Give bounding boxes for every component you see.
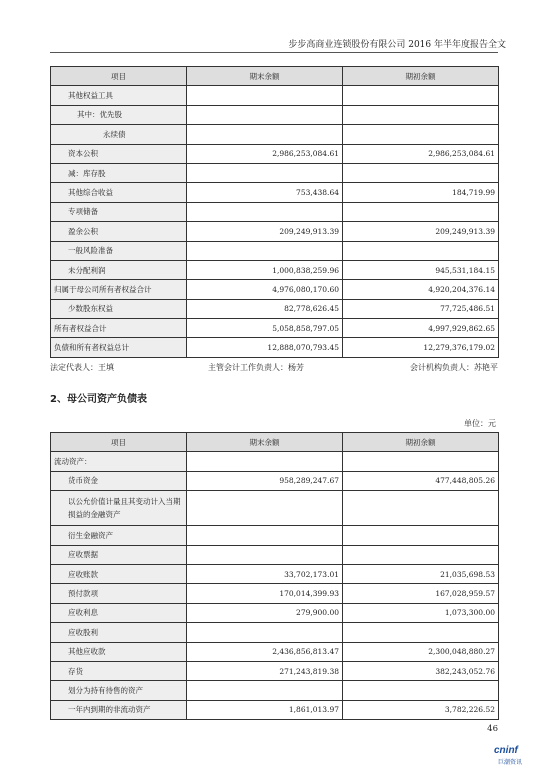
begin-balance-cell (343, 452, 499, 471)
begin-balance-cell: 2,986,253,084.61 (343, 144, 499, 163)
table-row (51, 319, 499, 338)
row-label: 永续债 (51, 125, 187, 144)
end-balance-cell (187, 105, 343, 124)
column-header-begin-balance: 期初余额 (343, 67, 499, 86)
parent-balance-sheet-table (50, 432, 499, 720)
row-label: 其中：优先股 (51, 105, 187, 124)
table-row (51, 222, 499, 241)
begin-balance-cell: 12,279,376,179.02 (343, 338, 499, 357)
row-label: 未分配利润 (51, 260, 187, 279)
end-balance-cell: 170,014,399.93 (187, 584, 343, 603)
row-label: 应收票据 (51, 545, 187, 564)
legal-representative: 法定代表人：王填 (50, 363, 114, 372)
begin-balance-cell (343, 86, 499, 105)
row-label: 划分为持有待售的资产 (51, 681, 187, 700)
row-label: 货币资金 (51, 471, 187, 490)
table-row (51, 338, 499, 357)
table-header-row (51, 433, 499, 452)
row-label: 应收股利 (51, 623, 187, 642)
begin-balance-cell: 184,719.99 (343, 183, 499, 202)
column-header-end-balance: 期末余额 (187, 433, 343, 452)
begin-balance-cell (343, 163, 499, 182)
table-row (51, 545, 499, 564)
end-balance-cell (187, 526, 343, 545)
page-number: 46 (487, 724, 498, 734)
table-row (51, 471, 499, 490)
table-row (51, 299, 499, 318)
begin-balance-cell: 382,243,052.76 (343, 661, 499, 680)
row-label: 存货 (51, 661, 187, 680)
accounting-head: 主管会计工作负责人：杨芳 (208, 363, 304, 372)
table-row (51, 125, 499, 144)
report-header-title: 步步高商业连锁股份有限公司 2016 年半年度报告全文 (288, 40, 506, 50)
equity-table (50, 66, 499, 358)
begin-balance-cell (343, 202, 499, 221)
end-balance-cell: 5,058,858,797.05 (187, 319, 343, 338)
table-row (51, 452, 499, 471)
column-header-item: 项目 (51, 67, 187, 86)
table-row (51, 280, 499, 299)
begin-balance-cell (343, 526, 499, 545)
begin-balance-cell: 477,448,805.26 (343, 471, 499, 490)
end-balance-cell (187, 545, 343, 564)
end-balance-cell: 279,900.00 (187, 603, 343, 622)
begin-balance-cell (343, 105, 499, 124)
end-balance-cell: 2,436,856,813.47 (187, 642, 343, 661)
begin-balance-cell: 167,028,959.57 (343, 584, 499, 603)
table-row (51, 86, 499, 105)
end-balance-cell: 209,249,913.39 (187, 222, 343, 241)
cninfo-logo (492, 740, 532, 770)
end-balance-cell: 12,888,070,793.45 (187, 338, 343, 357)
begin-balance-cell: 77,725,486.51 (343, 299, 499, 318)
table-row (51, 491, 499, 526)
table-row (51, 564, 499, 583)
end-balance-cell (187, 452, 343, 471)
table-row (51, 260, 499, 279)
row-label: 一般风险准备 (51, 241, 187, 260)
table-row (51, 642, 499, 661)
row-label: 其他权益工具 (51, 86, 187, 105)
begin-balance-cell: 21,035,698.53 (343, 564, 499, 583)
end-balance-cell (187, 202, 343, 221)
begin-balance-cell (343, 125, 499, 144)
table-row (51, 241, 499, 260)
table-row (51, 202, 499, 221)
begin-balance-cell: 1,073,300.00 (343, 603, 499, 622)
table-row (51, 623, 499, 642)
begin-balance-cell: 2,300,048,880.27 (343, 642, 499, 661)
begin-balance-cell (343, 491, 499, 526)
begin-balance-cell (343, 623, 499, 642)
table-row (51, 681, 499, 700)
end-balance-cell (187, 681, 343, 700)
table-row (51, 144, 499, 163)
table-row (51, 584, 499, 603)
end-balance-cell: 82,778,626.45 (187, 299, 343, 318)
row-label: 流动资产： (51, 452, 187, 471)
table-row (51, 603, 499, 622)
row-label: 盈余公积 (51, 222, 187, 241)
end-balance-cell: 33,702,173.01 (187, 564, 343, 583)
row-label: 其他应收款 (51, 642, 187, 661)
row-label: 其他综合收益 (51, 183, 187, 202)
header-divider (50, 52, 498, 53)
table-row (51, 661, 499, 680)
begin-balance-cell: 4,920,204,376.14 (343, 280, 499, 299)
row-label: 应收利息 (51, 603, 187, 622)
end-balance-cell (187, 125, 343, 144)
row-label: 少数股东权益 (51, 299, 187, 318)
row-label: 所有者权益合计 (51, 319, 187, 338)
row-label: 应收账款 (51, 564, 187, 583)
end-balance-cell: 1,000,838,259.96 (187, 260, 343, 279)
begin-balance-cell: 945,531,184.15 (343, 260, 499, 279)
begin-balance-cell (343, 545, 499, 564)
row-label: 衍生金融资产 (51, 526, 187, 545)
end-balance-cell (187, 86, 343, 105)
accounting-institution-head: 会计机构负责人：苏艳平 (410, 363, 498, 372)
row-label: 减：库存股 (51, 163, 187, 182)
begin-balance-cell (343, 681, 499, 700)
row-label: 一年内到期的非流动资产 (51, 700, 187, 719)
begin-balance-cell: 4,997,929,862.65 (343, 319, 499, 338)
end-balance-cell: 4,976,080,170.60 (187, 280, 343, 299)
table-row (51, 700, 499, 719)
row-label: 负债和所有者权益总计 (51, 338, 187, 357)
row-label: 以公允价值计量且其变动计入当期损益的金融资产 (51, 491, 187, 526)
row-label: 资本公积 (51, 144, 187, 163)
table-row (51, 183, 499, 202)
end-balance-cell: 1,861,013.97 (187, 700, 343, 719)
begin-balance-cell: 3,782,226.52 (343, 700, 499, 719)
begin-balance-cell: 209,249,913.39 (343, 222, 499, 241)
column-header-begin-balance: 期初余额 (343, 433, 499, 452)
end-balance-cell: 958,289,247.67 (187, 471, 343, 490)
column-header-item: 项目 (51, 433, 187, 452)
end-balance-cell: 2,986,253,084.61 (187, 144, 343, 163)
begin-balance-cell (343, 241, 499, 260)
end-balance-cell: 271,243,819.38 (187, 661, 343, 680)
row-label: 归属于母公司所有者权益合计 (51, 280, 187, 299)
table-row (51, 163, 499, 182)
end-balance-cell (187, 163, 343, 182)
unit-label: 单位：元 (464, 419, 496, 428)
logo-subtext: 巨潮资讯 (498, 759, 523, 766)
table-row (51, 105, 499, 124)
end-balance-cell: 753,438.64 (187, 183, 343, 202)
logo-text: cninf (494, 745, 518, 756)
table-row (51, 526, 499, 545)
end-balance-cell (187, 241, 343, 260)
row-label: 专项储备 (51, 202, 187, 221)
table-header-row (51, 67, 499, 86)
end-balance-cell (187, 491, 343, 526)
column-header-end-balance: 期末余额 (187, 67, 343, 86)
row-label: 预付款项 (51, 584, 187, 603)
end-balance-cell (187, 623, 343, 642)
section-title: 2、母公司资产负债表 (50, 394, 147, 405)
